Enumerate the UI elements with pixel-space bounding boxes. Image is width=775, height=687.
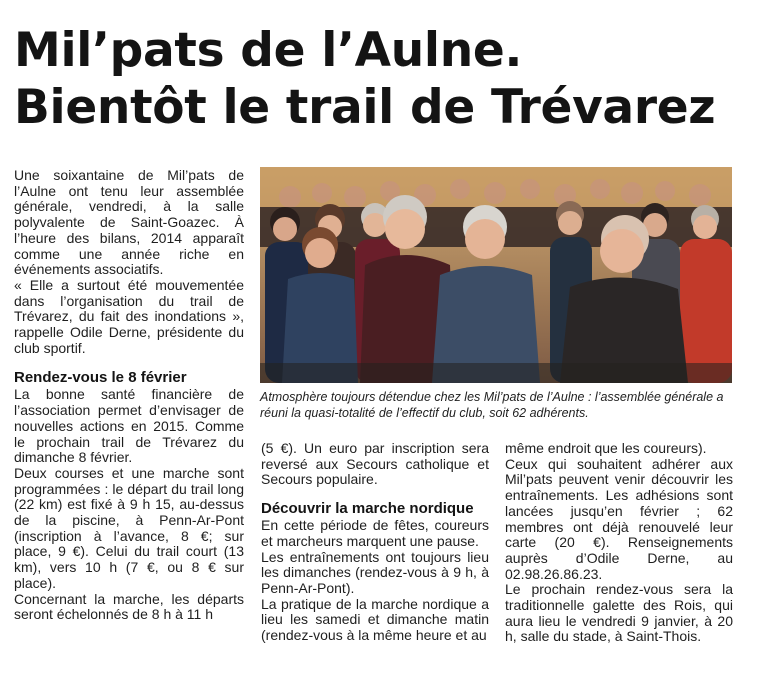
paragraph: La bonne santé financière de l’association permet d’envisager de nouvelles actions en 2015. Comme le prochain trail de Trévarez du dimanche 8 février. bbox=[14, 386, 244, 466]
article-photo bbox=[260, 167, 732, 383]
paragraph: En cette période de fêtes, coureurs et marcheurs marquent une pause. bbox=[261, 517, 489, 549]
headline-line-2: Bientôt le trail de Trévarez bbox=[14, 80, 716, 135]
section-heading-marche-nordique: Découvrir la marche nordique bbox=[261, 500, 474, 518]
audience-photo-illustration bbox=[260, 167, 732, 383]
paragraph: La pratique de la marche nordique a lieu les samedi et dimanche matin (rendez-vous à la même heure et au bbox=[261, 595, 489, 644]
paragraph: Deux courses et une marche sont programmées : le départ du trail long (22 km) est fixé à 9 h 15, au-dessus de la piscine, à Penn-Ar-Pont (inscription à l’avance, 8 €; sur place, 9 €). Celui du trail court (13 km), vers 10 h (7 €, ou 8 € sur place). bbox=[14, 464, 244, 591]
paragraph: Ceux qui souhaitent adhérer aux Mil’pats peuvent venir découvrir les entraînements. Les adhésions sont lancées jusqu’en février ; 62 membres ont déjà renouvelé leur carte (20 €). Renseignements auprès d’Odile Derne, au 02.98.26.86.23. bbox=[505, 455, 733, 582]
article-headline bbox=[14, 22, 764, 136]
paragraph: Le prochain rendez-vous sera la traditionnelle galette des Rois, qui aura lieu le vendredi 9 janvier, à 20 h, salle du stade, à Saint-Thois. bbox=[505, 581, 733, 645]
paragraph: Les entraînements ont toujours lieu les dimanches (rendez-vous à 9 h, à Penn-Ar-Pont). bbox=[261, 548, 489, 596]
paragraph: Une soixantaine de Mil’pats de l’Aulne ont tenu leur assemblée générale, vendredi, à la salle polyvalente de Saint-Goazec. À l’heure des bilans, 2014 apparaît comme une année riche en événements associatifs. bbox=[14, 167, 244, 278]
paragraph: Concernant la marche, les départs seront échelonnés de 8 h à 11 h bbox=[14, 590, 244, 623]
photo-caption: Atmosphère toujours détendue chez les Mil’pats de l’Aulne : l’assemblée générale a réuni la quasi-totalité de l’effectif du club, soit 62 adhérents. bbox=[260, 390, 724, 420]
section-heading-rendez-vous: Rendez-vous le 8 février bbox=[14, 369, 187, 387]
article-column-1 bbox=[14, 168, 244, 623]
article-column-3 bbox=[505, 441, 733, 645]
paragraph-quote: « Elle a surtout été mouvementée dans l’organisation du trail de Trévarez, du fait des inondations », rappelle Odile Derne, présidente du club sportif. bbox=[14, 276, 244, 356]
article-column-2 bbox=[261, 441, 489, 644]
headline-line-1: Mil’pats de l’Aulne. bbox=[14, 23, 522, 78]
paragraph: même endroit que les coureurs). bbox=[505, 440, 707, 456]
paragraph: (5 €). Un euro par inscription sera reversé aux Secours catholique et Secours populaire. bbox=[261, 440, 489, 488]
